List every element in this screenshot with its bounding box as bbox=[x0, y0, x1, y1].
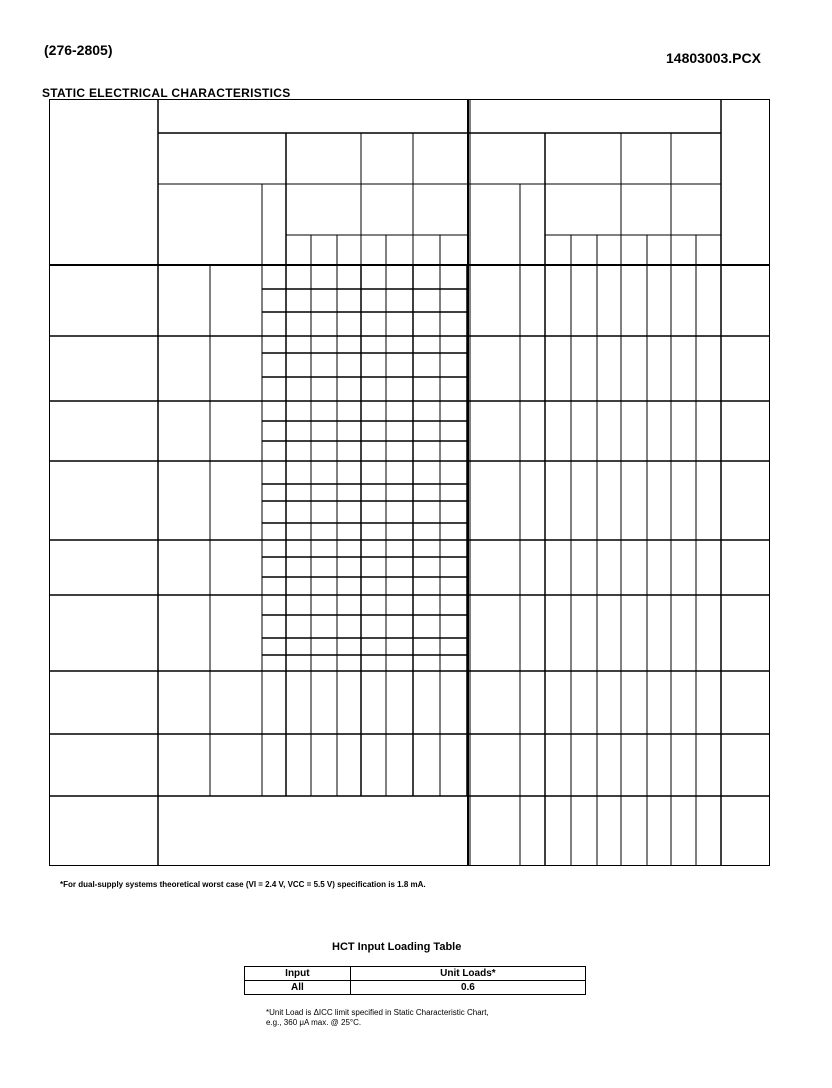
hct-note-line1: *Unit Load is ΔICC limit specified in Static Characteristic Chart, bbox=[266, 1008, 489, 1017]
doc-ref-right: 14803003.PCX bbox=[666, 50, 761, 66]
hct-loading-row bbox=[245, 981, 586, 995]
hct-loading-title: HCT Input Loading Table bbox=[332, 941, 462, 953]
hct-col-unit-loads: Unit Loads* bbox=[350, 967, 585, 981]
static-characteristics-table bbox=[49, 99, 770, 866]
hct-cell-unit-loads: 0.6 bbox=[350, 981, 585, 995]
hct-note-line2: e.g., 360 μA max. @ 25°C. bbox=[266, 1018, 362, 1027]
section-title: STATIC ELECTRICAL CHARACTERISTICS bbox=[42, 86, 291, 100]
hct-loading-table bbox=[244, 966, 586, 995]
hct-loading-note bbox=[266, 1008, 489, 1028]
table-footnote: *For dual-supply systems theoretical worst case (VI = 2.4 V, VCC = 5.5 V) specification is 1.8 mA. bbox=[60, 880, 426, 889]
hct-loading-header-row bbox=[245, 967, 586, 981]
table-grid bbox=[49, 99, 770, 866]
hct-col-input: Input bbox=[245, 967, 351, 981]
doc-ref-left: (276-2805) bbox=[44, 42, 113, 58]
hct-cell-input: All bbox=[245, 981, 351, 995]
